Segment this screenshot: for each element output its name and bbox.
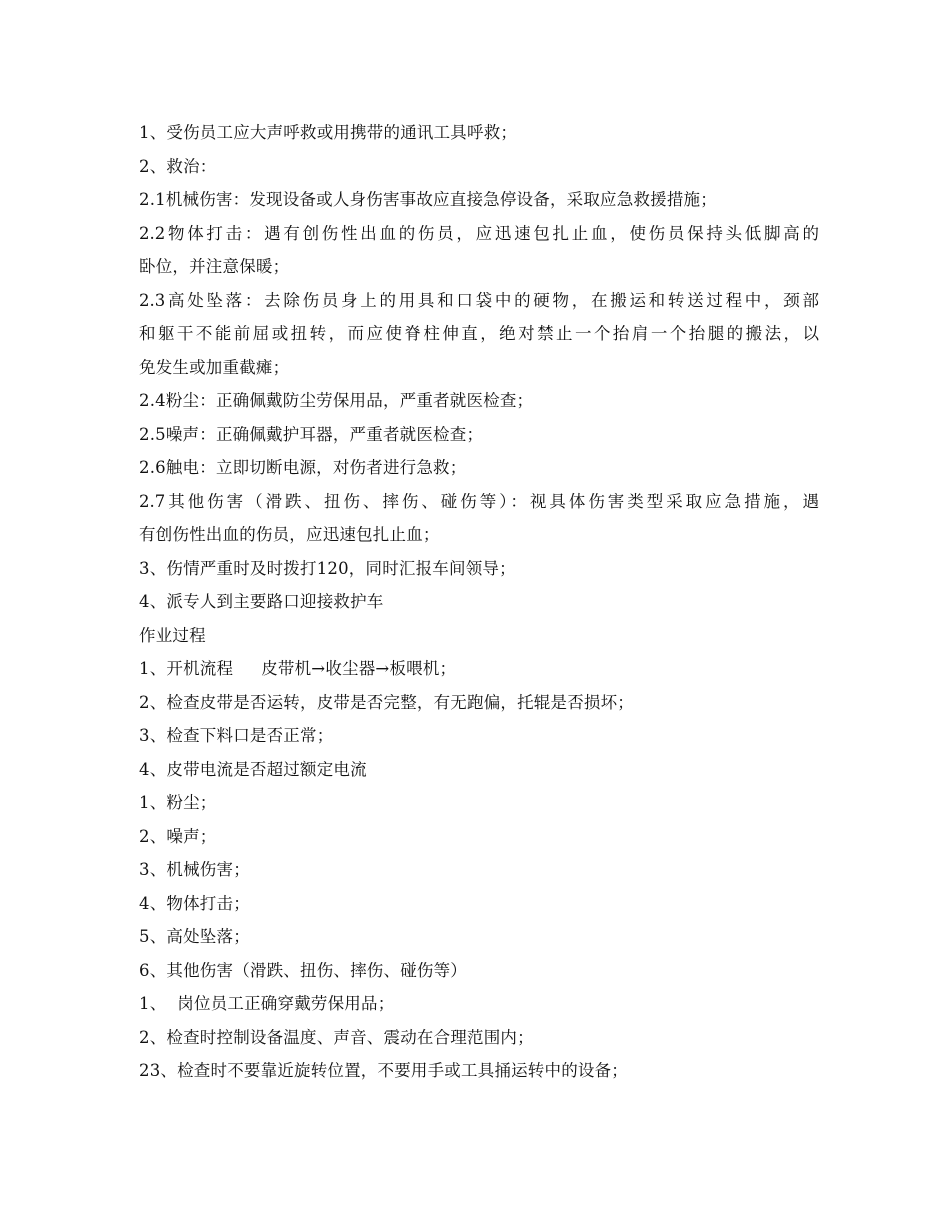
text-line: 2.6触电：立即切断电源，对伤者进行急救；	[139, 458, 467, 477]
text-line: 1、 岗位员工正确穿戴劳保用品；	[139, 994, 395, 1013]
text-line: 2.5噪声：正确佩戴护耳器，严重者就医检查；	[139, 424, 484, 444]
document-body	[139, 116, 819, 1088]
text-line: 2.4粉尘：正确佩戴防尘劳保用品，严重者就医检查；	[139, 391, 534, 410]
text-line: 3、伤情严重时及时拨打120，同时汇报车间领导；	[139, 558, 516, 578]
text-line: 免发生或加重截瘫；	[139, 357, 290, 377]
text-line: 4、皮带电流是否超过额定电流	[139, 759, 367, 779]
text-line: 6、其他伤害（滑跌、扭伤、摔伤、碰伤等）	[139, 960, 467, 980]
text-line: 2、检查皮带是否运转，皮带是否完整，有无跑偏，托辊是否损坏；	[139, 692, 634, 712]
text-line: 1、受伤员工应大声呼救或用携带的通讯工具呼救；	[139, 123, 518, 142]
process-label: 1、开机流程	[139, 659, 234, 678]
section-heading: 作业过程	[139, 625, 206, 645]
text-line: 3、检查下料口是否正常；	[139, 726, 334, 745]
text-line: 卧位，并注意保暖；	[139, 257, 290, 276]
text-line: 1、粉尘；	[139, 793, 217, 812]
text-line: 2、救治：	[139, 156, 217, 176]
text-line: 2、噪声；	[139, 826, 217, 846]
text-line: 5、高处坠落；	[139, 927, 250, 946]
text-line: 3、机械伤害；	[139, 860, 250, 879]
text-line: 2.7其他伤害（滑跌、扭伤、摔伤、碰伤等）：视具体伤害类型采取应急措施，遇	[139, 491, 819, 511]
text-line: 有创伤性出血的伤员，应迅速包扎止血；	[139, 525, 440, 544]
text-line: 4、派专人到主要路口迎接救护车	[139, 592, 384, 611]
text-line: 2、检查时控制设备温度、声音、震动在合理范围内；	[139, 1027, 534, 1047]
text-line	[139, 652, 819, 686]
text-line: 和躯干不能前屈或扭转，而应使脊柱伸直，绝对禁止一个抬肩一个抬腿的搬法，以	[139, 324, 819, 343]
text-line: 23、检查时不要靠近旋转位置，不要用手或工具捅运转中的设备；	[139, 1061, 628, 1080]
process-flow: 皮带机→收尘器→板喂机；	[261, 659, 457, 678]
text-line: 2.1机械伤害：发现设备或人身伤害事故应直接急停设备，采取应急救援措施；	[139, 190, 717, 209]
text-line: 2.2物体打击：遇有创伤性出血的伤员，应迅速包扎止血，使伤员保持头低脚高的	[139, 223, 819, 243]
text-line: 4、物体打击；	[139, 893, 250, 913]
text-line: 2.3高处坠落：去除伤员身上的用具和口袋中的硬物，在搬运和转送过程中，颈部	[139, 290, 819, 310]
